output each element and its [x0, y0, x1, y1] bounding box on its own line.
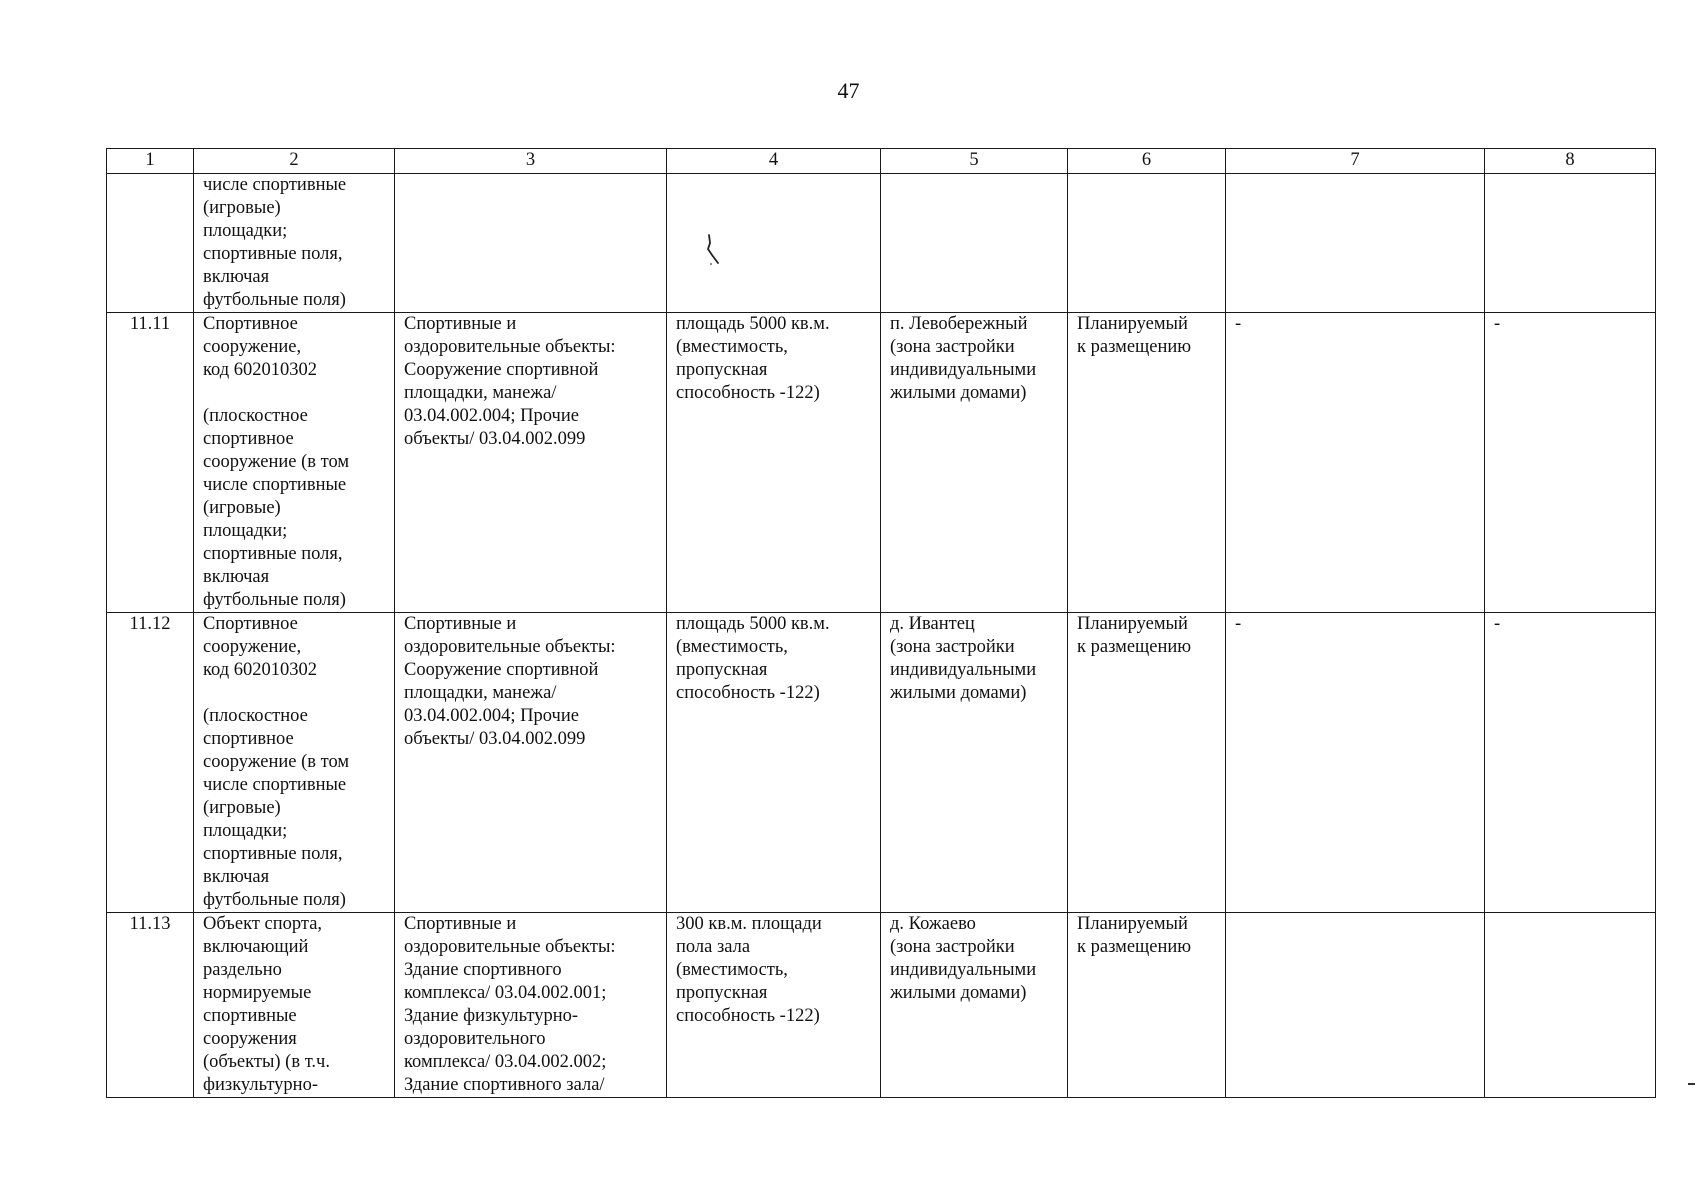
column-header-4: 4 — [667, 149, 881, 174]
cell-column-8: - — [1485, 313, 1656, 613]
cell-number: 11.12 — [107, 613, 194, 913]
column-header-8: 8 — [1485, 149, 1656, 174]
cell-object-name: числе спортивные (игровые) площадки; спортивные поля, включая футбольные поля) — [194, 174, 395, 313]
page-number: 47 — [837, 78, 860, 103]
data-table — [106, 148, 1656, 1098]
cell-status — [1068, 174, 1226, 313]
cell-number: 11.13 — [107, 913, 194, 1098]
column-header-5: 5 — [881, 149, 1068, 174]
column-header-6: 6 — [1068, 149, 1226, 174]
cell-object-type: Спортивные и оздоровительные объекты: Сооружение спортивной площадки, манежа/ 03.04.002.004; Прочие объекты/ 03.04.002.099 — [395, 313, 667, 613]
cell-location — [881, 174, 1068, 313]
cell-object-type: Спортивные и оздоровительные объекты: Здание спортивного комплекса/ 03.04.002.001; Здание физкультурно- оздоровительного комплекса/ 03.04.002.002; Здание спортивного зала/ — [395, 913, 667, 1098]
cell-column-7: - — [1226, 313, 1485, 613]
column-header-3: 3 — [395, 149, 667, 174]
column-header-7: 7 — [1226, 149, 1485, 174]
cell-status: Планируемый к размещению — [1068, 913, 1226, 1098]
cell-number — [107, 174, 194, 313]
cell-object-name: Объект спорта, включающий раздельно нормируемые спортивные сооружения (объекты) (в т.ч. физкультурно- — [194, 913, 395, 1098]
cell-column-8 — [1485, 174, 1656, 313]
cell-column-8: - — [1485, 613, 1656, 913]
column-header-2: 2 — [194, 149, 395, 174]
table-row-continuation — [107, 174, 1656, 313]
cell-characteristics: площадь 5000 кв.м. (вместимость, пропускная способность -122) — [667, 313, 881, 613]
cell-location: д. Кожаево (зона застройки индивидуальными жилыми домами) — [881, 913, 1068, 1098]
table-row — [107, 613, 1656, 913]
cell-column-7 — [1226, 174, 1485, 313]
header-row — [107, 149, 1656, 174]
cell-column-8 — [1485, 913, 1656, 1098]
cell-object-name: Спортивное сооружение, код 602010302 (плоскостное спортивное сооружение (в том числе спортивные (игровые) площадки; спортивные поля, включая футбольные поля) — [194, 613, 395, 913]
margin-mark — [1688, 1083, 1695, 1085]
table-row — [107, 913, 1656, 1098]
cell-object-type — [395, 174, 667, 313]
column-header-1: 1 — [107, 149, 194, 174]
cell-characteristics — [667, 174, 881, 313]
cell-column-7: - — [1226, 613, 1485, 913]
cell-characteristics: 300 кв.м. площади пола зала (вместимость, пропускная способность -122) — [667, 913, 881, 1098]
cell-column-7 — [1226, 913, 1485, 1098]
ink-mark-icon — [705, 233, 721, 267]
cell-status: Планируемый к размещению — [1068, 313, 1226, 613]
cell-object-name: Спортивное сооружение, код 602010302 (плоскостное спортивное сооружение (в том числе спортивные (игровые) площадки; спортивные поля, включая футбольные поля) — [194, 313, 395, 613]
cell-location: п. Левобережный (зона застройки индивидуальными жилыми домами) — [881, 313, 1068, 613]
cell-number: 11.11 — [107, 313, 194, 613]
cell-object-type: Спортивные и оздоровительные объекты: Сооружение спортивной площадки, манежа/ 03.04.002.004; Прочие объекты/ 03.04.002.099 — [395, 613, 667, 913]
cell-location: д. Ивантец (зона застройки индивидуальными жилыми домами) — [881, 613, 1068, 913]
cell-characteristics: площадь 5000 кв.м. (вместимость, пропускная способность -122) — [667, 613, 881, 913]
table-row — [107, 313, 1656, 613]
cell-status: Планируемый к размещению — [1068, 613, 1226, 913]
